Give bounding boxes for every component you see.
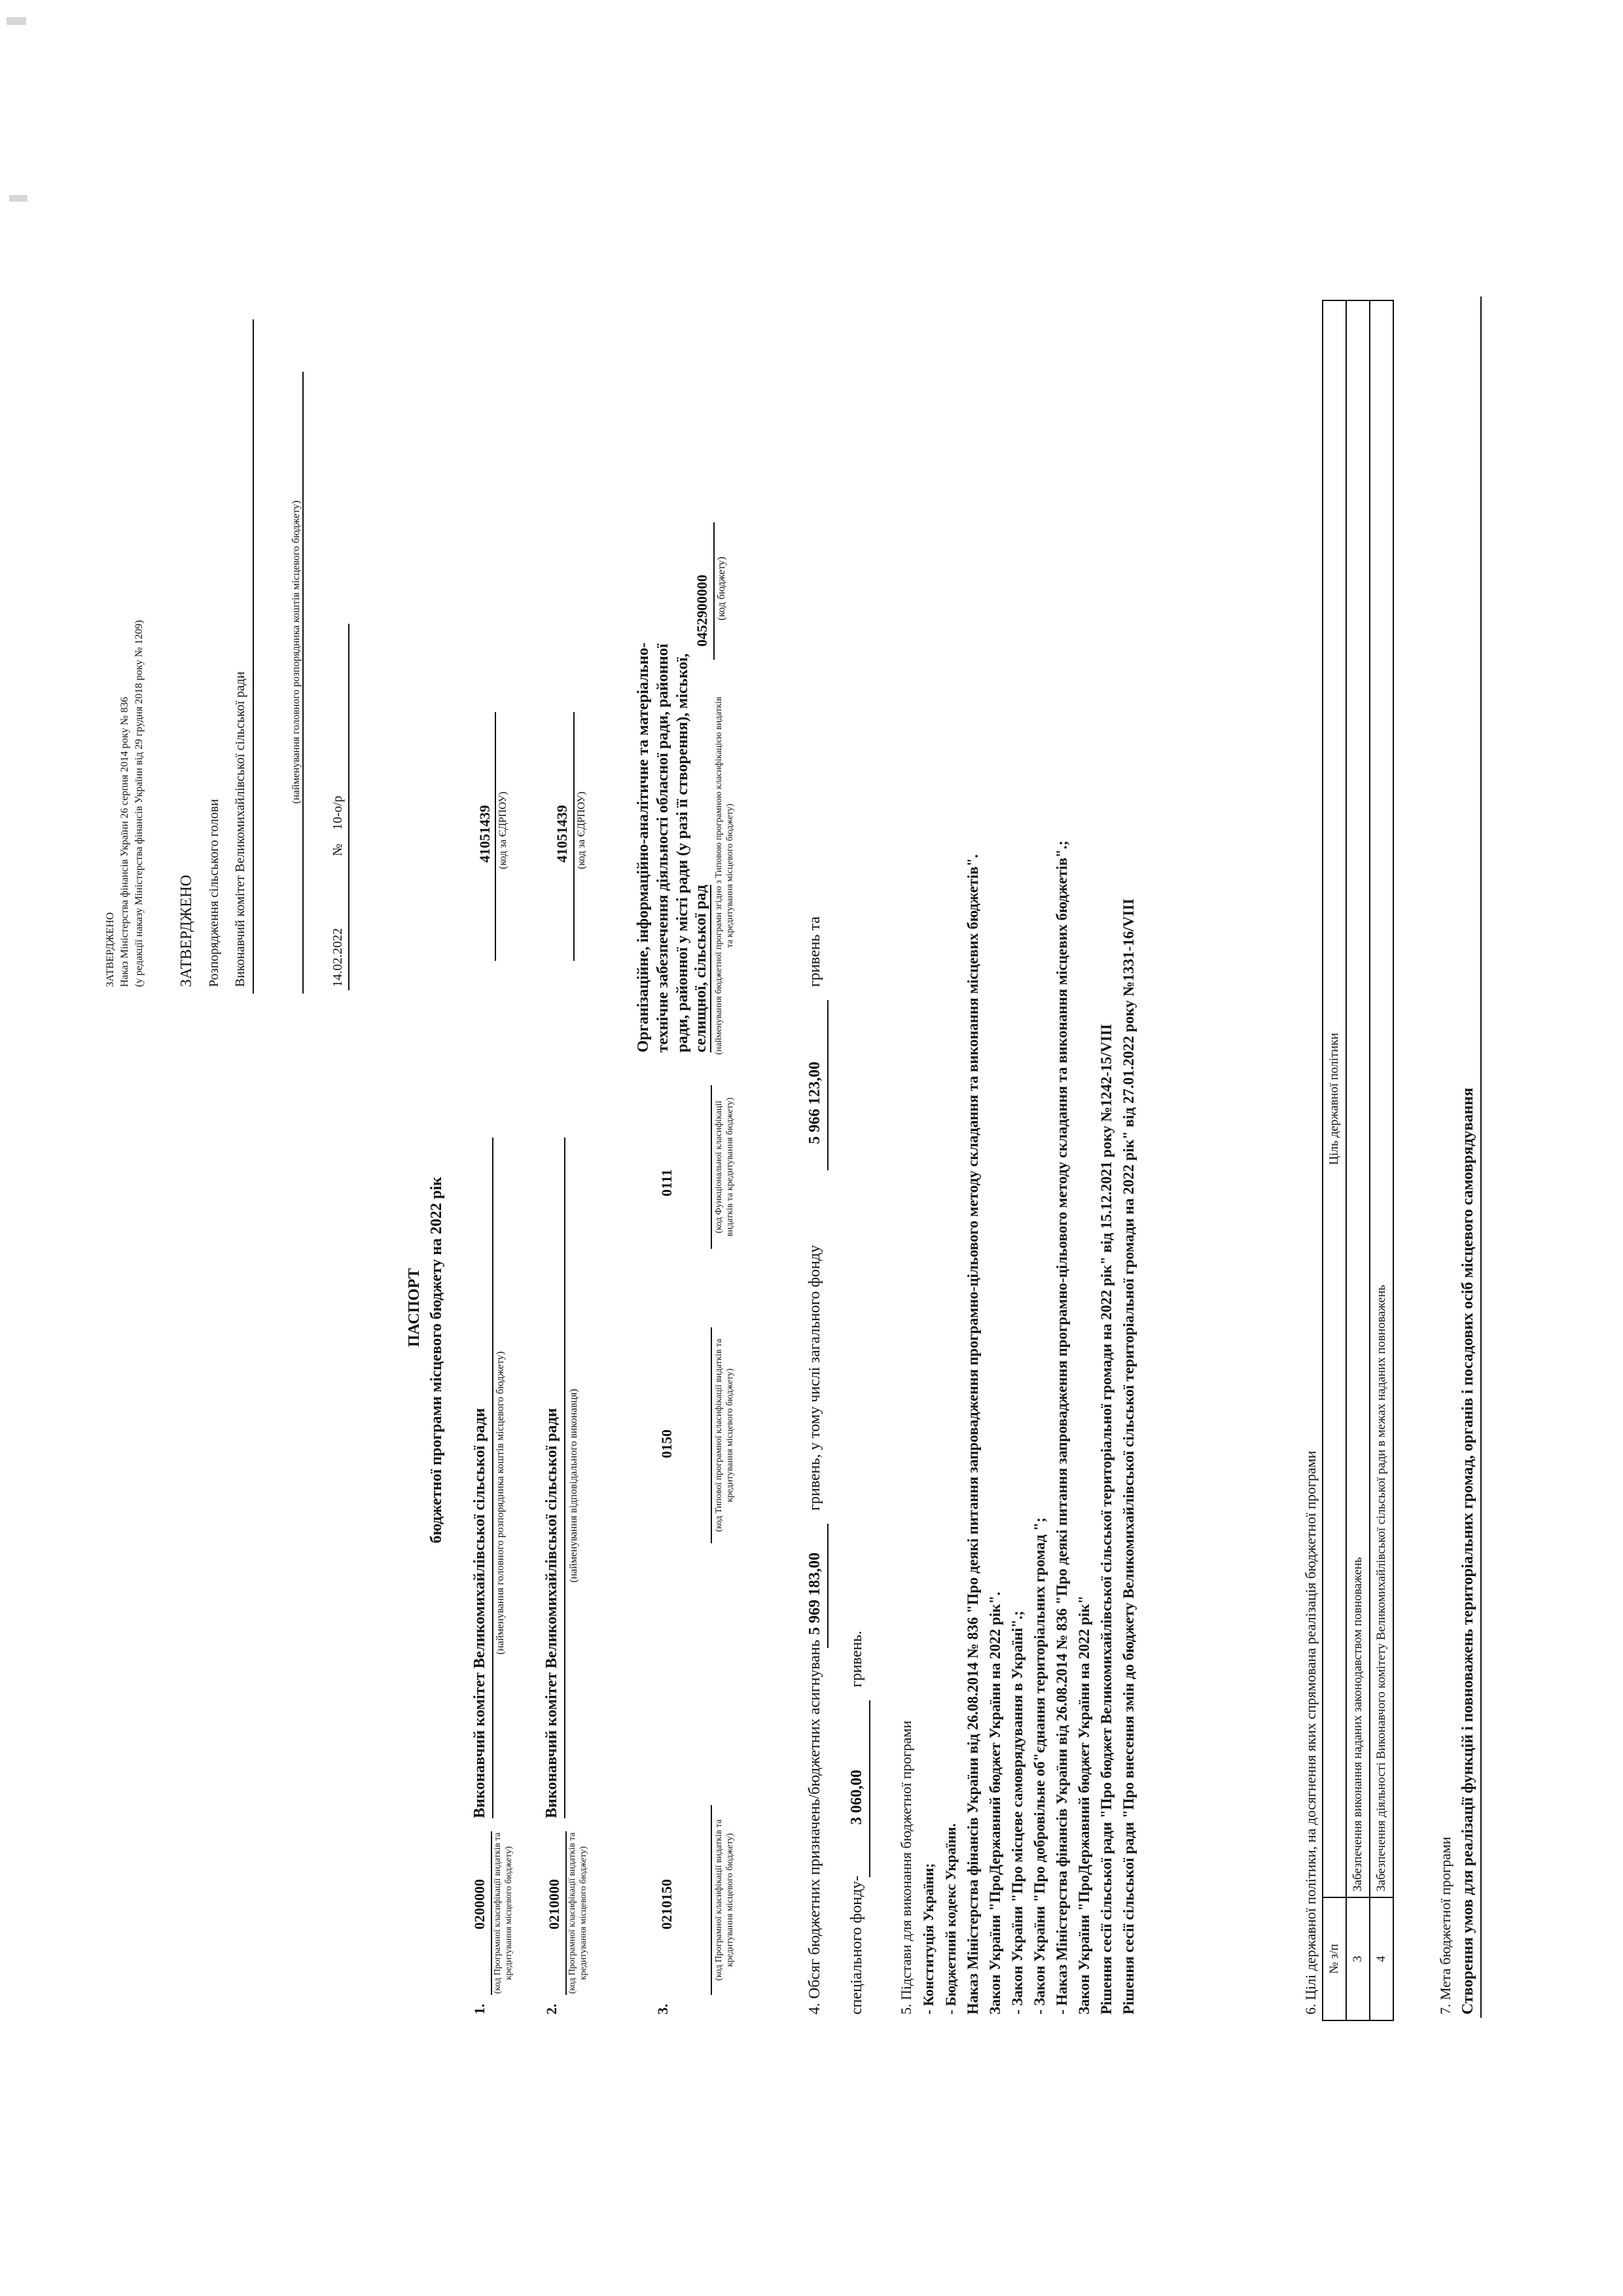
row3-budget-line [713, 522, 715, 660]
row2-name-line [564, 1138, 565, 1818]
section4-total: 5 969 183,00 [806, 1552, 823, 1635]
row3-name-line4: селищної, сільської рад [692, 885, 711, 1052]
row3-code-line [711, 1805, 712, 1995]
row1-name-caption: (найменування головного розпорядника коштів місцевого бюджету) [495, 1351, 506, 1655]
section5-line: Рішення сесії сільської ради "Про внесення змін до бюджету Великомихайлівської сільської територіальної громади на 2022 рік" від 27.01.2022 року №1331-16/VIII [1120, 898, 1137, 2015]
row2-name-caption: (найменування відповідального виконавця) [568, 1389, 579, 1583]
row3-name-line1: Організаційне, інформаційно-аналітичне та матеріально- [635, 642, 652, 1052]
section5-line: - Закон України "Про добровільне об"єднання територіальних громад "; [1031, 1517, 1048, 2015]
section5-line: Рішення сесії сільської ради "Про бюджет Великомихайлівської сільської територіальної громади на 2022 рік" від 15.12.2021 року №1242-15/VIII [1098, 1024, 1115, 2015]
row2-code-caption: (код Програмної класифікації видатків та кредитування місцевого бюджету) [567, 1832, 588, 1994]
row2-edrpou-line [573, 712, 575, 961]
section5-line: Закон України "ПроДержавний бюджет України на 2022 рік" [1076, 1595, 1092, 2015]
col-num-header: № з/п [1323, 1897, 1346, 2020]
row3-code: 0210150 [658, 1879, 675, 1929]
section4-general: 5 966 123,00 [806, 1062, 823, 1144]
section5-title: 5. Підстави для виконання бюджетної програми [898, 1720, 914, 2015]
row-num: 3 [1346, 1897, 1370, 2020]
section5-line: Наказ Міністерства фінансів України від 26.08.2014 № 836 "Про деякі питання запровадження програмно-цільового методу складання та виконання місцевих бюджетів". [965, 854, 981, 2015]
approval-top-line1: ЗАТВЕРДЖЕНО [105, 912, 116, 987]
scan-mark [9, 195, 27, 202]
scan-mark [7, 17, 26, 25]
approval-org: Виконавчий комітет Великомихайлівської сільської ради [233, 672, 247, 987]
row2-edrpou: 41051439 [554, 805, 570, 863]
row-num: 4 [1370, 1897, 1393, 2020]
row1-edrpou: 41051439 [476, 805, 493, 863]
section5-line: - Конституція України; [920, 1863, 936, 2015]
approval-date-line [302, 372, 304, 994]
section4-special-line [869, 1700, 870, 1877]
row-goal: Забезпечення виконання наданих законодавством повноважень [1346, 300, 1370, 1897]
row-goal: Забезпечення діяльності Виконавчого комітету Великомихайлівської сільської ради в межах наданих повноважень [1370, 300, 1393, 1897]
row3-code-caption: (код Програмної класифікації видатків та кредитування місцевого бюджету) [714, 1819, 735, 1981]
section4-general-line [827, 1000, 829, 1170]
section4-label: 4. Обсяг бюджетних призначень/бюджетних асигнувань [806, 1640, 823, 2015]
section6-table [1322, 300, 1394, 2021]
approval-date: 14.02.2022 [330, 928, 345, 987]
approval-top-line3: (у редакції наказу Міністерства фінансів України від 29 грудня 2018 року № 1209) [134, 620, 145, 987]
row3-typical-line [711, 1327, 712, 1543]
approval-title: ЗАТВЕРДЖЕНО [178, 874, 195, 987]
approval-number: 10-о/р [330, 795, 345, 830]
approval-decree: Розпорядження сільського голови [207, 798, 221, 987]
section4-total-line [827, 1524, 829, 1648]
row3-func-caption: (код Функціональної класифікації видатків та кредитування бюджету) [714, 1097, 735, 1237]
row1-name: Виконавчий комітет Великомихайлівської сільської ради [471, 1408, 488, 1818]
section4-special: 3 060,00 [848, 1770, 865, 1825]
section5-line: Закон України "ПроДержавний бюджет України на 2022 рік". [987, 1592, 1003, 2015]
passport-subtitle: бюджетної програми місцевого бюджету на 2022 рік [428, 1177, 445, 1543]
row1-number: 1. [471, 2003, 488, 2015]
col-goal-header: Ціль державної політики [1323, 300, 1346, 1897]
row3-name-line2: технічне забезпечення діяльності обласної ради, районної [654, 643, 671, 1052]
section6-title: 6. Цілі державної політики, на досягнення яких спрямована реалізація бюджетної програми [1302, 1450, 1319, 2015]
table-row [1346, 300, 1370, 2020]
section5-line: - Наказ Міністерства фінансів України від 26.08.2014 № 836 "Про деякі питання запровадження програмно-цільового методу складання та виконання місцевих бюджетів".; [1054, 840, 1070, 2015]
row3-name-caption: (найменування бюджетної програми згідно з Типовою програмною класифікацією видатків та кредитування місцевого бюджету) [714, 696, 735, 1055]
row3-budget-code: 0452900000 [694, 575, 710, 647]
section4-tail: гривень та [806, 916, 823, 987]
row3-number: 3. [654, 2003, 671, 2015]
section4-special-unit: гривень. [848, 1630, 865, 1687]
approval-org-underline [253, 319, 254, 994]
approval-org-caption: (найменування головного розпорядника коштів місцевого бюджету) [291, 500, 302, 804]
row3-func-line [711, 1085, 712, 1249]
row1-code: 0200000 [471, 1879, 488, 1929]
section5-line: - Бюджетний кодекс України. [942, 1823, 959, 2015]
table-row [1370, 300, 1393, 2020]
approval-number-label: № [330, 843, 345, 856]
section7-underline [1480, 296, 1482, 2018]
section4-mid: гривень, у тому числі загального фонду [806, 1245, 823, 1511]
row3-budget-caption: (код бюджету) [716, 556, 727, 620]
row2-edrpou-caption: (код за ЄДРПОУ) [576, 791, 587, 869]
row2-code: 0210000 [546, 1879, 562, 1929]
approval-top-line2: Наказ Міністерства фінансів України 26 серпня 2014 року № 836 [119, 696, 130, 987]
approval-number-underline [348, 624, 349, 990]
row3-typical-caption: (код Типової програмної класифікації видатків та кредитування місцевого бюджету) [714, 1338, 735, 1532]
row3-typical-code: 0150 [658, 1429, 675, 1458]
row1-code-caption: (код Програмної класифікації видатків та кредитування місцевого бюджету) [493, 1832, 514, 1994]
row3-name-line3: ради, районної у місті ради (у разі її створення), міської, [674, 653, 691, 1052]
section5-line: - Закон України "Про місцеве самоврядування в Україні".; [1009, 1610, 1026, 2015]
table-header-row [1323, 300, 1346, 2020]
passport-title: ПАСПОРТ [406, 1268, 423, 1347]
row2-name: Виконавчий комітет Великомихайлівської сільської ради [543, 1408, 560, 1818]
row1-edrpou-line [495, 712, 496, 961]
row2-number: 2. [543, 2003, 560, 2015]
row1-name-line [492, 1138, 493, 1818]
section4-special-label: спеціального фонду- [848, 1875, 865, 2015]
row1-edrpou-caption: (код за ЄДРПОУ) [497, 791, 508, 869]
row3-func-code: 0111 [658, 1169, 675, 1196]
section7-text: Створення умов для реалізації функцій і повноважень територіальних громад, органів і посадових осіб місцевого самоврядування [1459, 1087, 1476, 2015]
section7-title: 7. Мета бюджетної програми [1437, 1837, 1454, 2015]
